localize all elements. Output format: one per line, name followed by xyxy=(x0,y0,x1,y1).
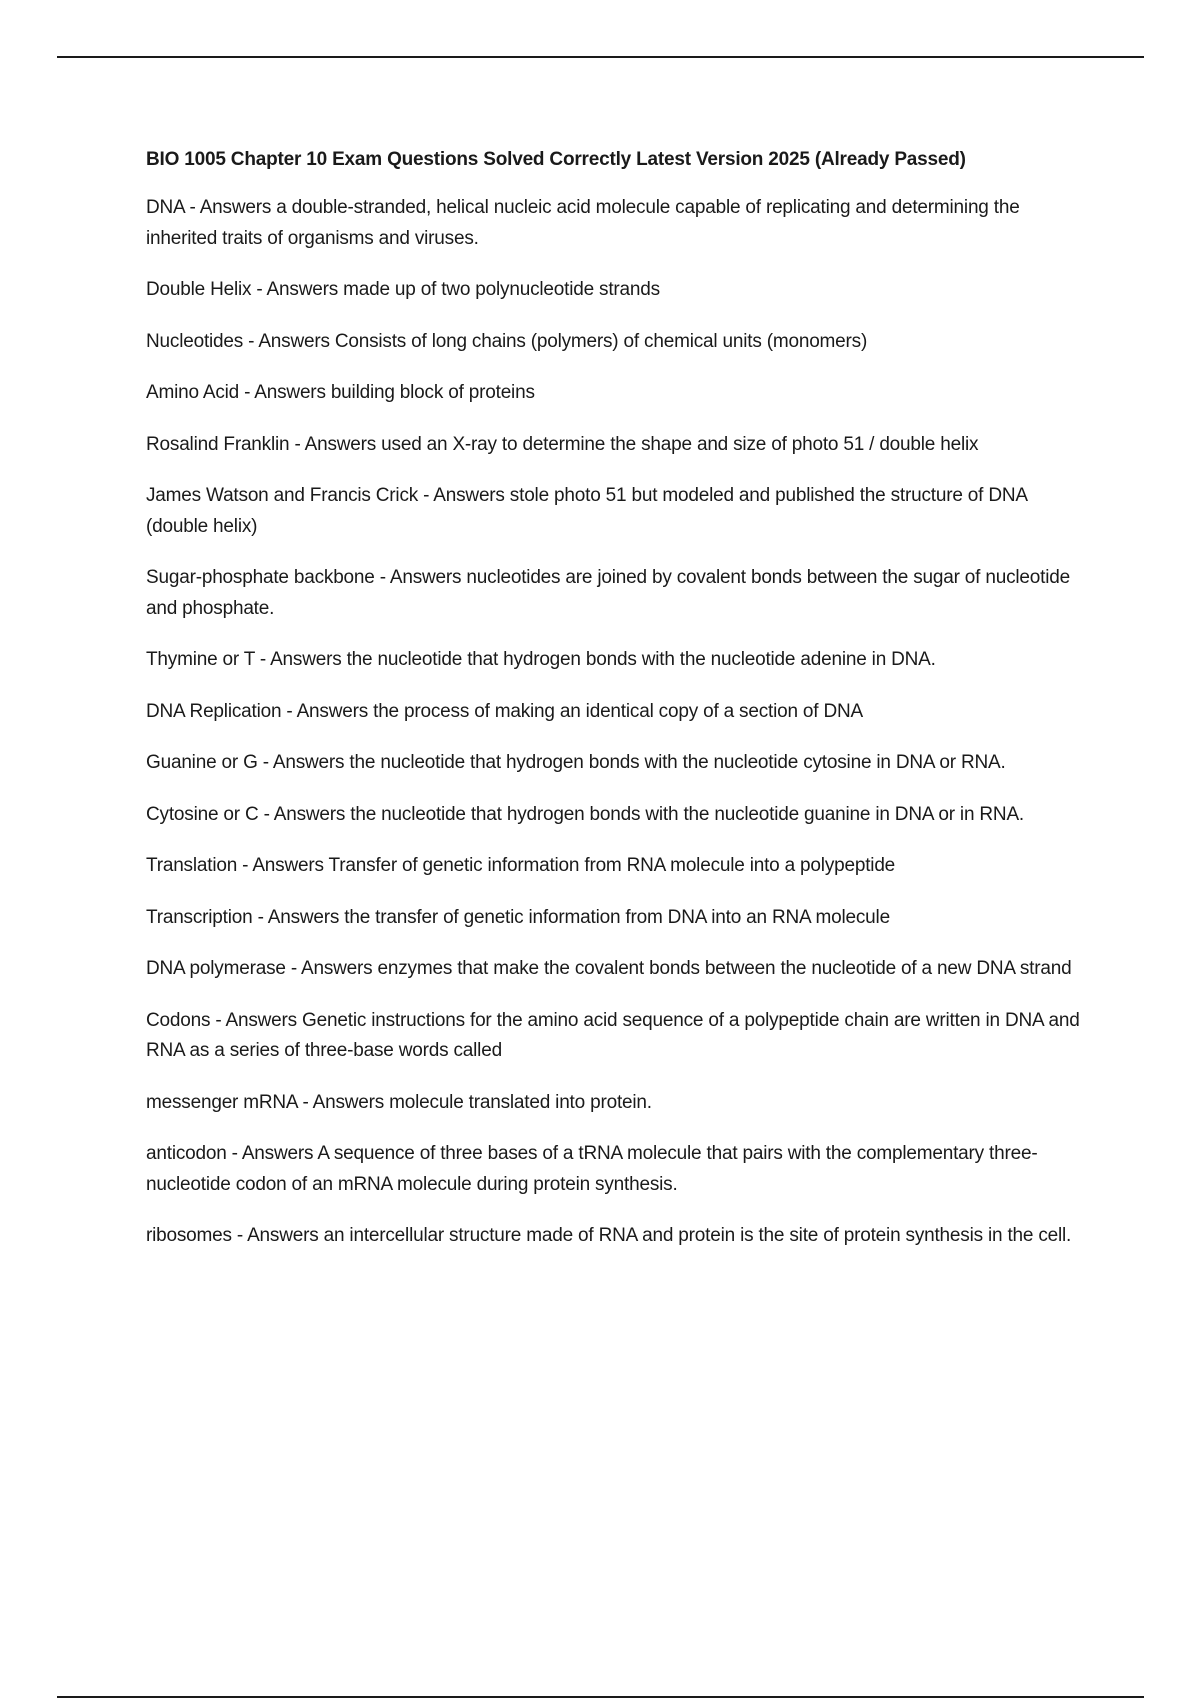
qa-entry-thymine: Thymine or T - Answers the nucleotide that hydrogen bonds with the nucleotide adenine in DNA. xyxy=(146,649,936,670)
document-title: BIO 1005 Chapter 10 Exam Questions Solved Correctly Latest Version 2025 (Already Passed) xyxy=(146,149,966,170)
qa-entry-dna: DNA - Answers a double-stranded, helical nucleic acid molecule capable of replicating and determining the inherited traits of organisms and viruses. xyxy=(146,197,1020,249)
qa-entry-dna-polymerase: DNA polymerase - Answers enzymes that make the covalent bonds between the nucleotide of a new DNA strand xyxy=(146,958,1072,979)
qa-entry-double-helix: Double Helix - Answers made up of two polynucleotide strands xyxy=(146,279,660,300)
footer-rule xyxy=(57,1696,1144,1698)
qa-entry-anticodon: anticodon - Answers A sequence of three bases of a tRNA molecule that pairs with the complementary three-nucleotide codon of an mRNA molecule during protein synthesis. xyxy=(146,1143,1038,1195)
qa-entry-sugar-phosphate-backbone: Sugar-phosphate backbone - Answers nucleotides are joined by covalent bonds between the sugar of nucleotide and phosphate. xyxy=(146,567,1070,619)
qa-list xyxy=(146,193,1086,1252)
qa-entry-amino-acid: Amino Acid - Answers building block of proteins xyxy=(146,382,535,403)
qa-entry-transcription: Transcription - Answers the transfer of genetic information from DNA into an RNA molecule xyxy=(146,906,890,928)
qa-entry-codons: Codons - Answers Genetic instructions for the amino acid sequence of a polypeptide chain are written in DNA and RNA as a series of three-base words called xyxy=(146,1009,1080,1061)
qa-entry-guanine: Guanine or G - Answers the nucleotide that hydrogen bonds with the nucleotide cytosine in DNA or RNA. xyxy=(146,752,1006,773)
qa-entry-watson-crick: James Watson and Francis Crick - Answers stole photo 51 but modeled and published the structure of DNA (double helix) xyxy=(146,485,1027,537)
qa-entry-cytosine: Cytosine or C - Answers the nucleotide that hydrogen bonds with the nucleotide guanine in DNA or in RNA. xyxy=(146,803,1024,825)
qa-entry-ribosomes: ribosomes - Answers an intercellular structure made of RNA and protein is the site of protein synthesis in the cell. xyxy=(146,1225,1072,1246)
header-rule xyxy=(57,56,1144,58)
qa-entry-dna-replication: DNA Replication - Answers the process of making an identical copy of a section of DNA xyxy=(146,700,863,722)
qa-entry-rosalind-franklin: Rosalind Franklin - Answers used an X-ray to determine the shape and size of photo 51 / double helix xyxy=(146,433,979,455)
qa-entry-messenger-mrna: messenger mRNA - Answers molecule translated into protein. xyxy=(146,1091,652,1113)
qa-entry-translation: Translation - Answers Transfer of genetic information from RNA molecule into a polypeptide xyxy=(146,855,896,876)
qa-entry-nucleotides: Nucleotides - Answers Consists of long chains (polymers) of chemical units (monomers) xyxy=(146,330,868,352)
document-body xyxy=(146,145,1086,1273)
